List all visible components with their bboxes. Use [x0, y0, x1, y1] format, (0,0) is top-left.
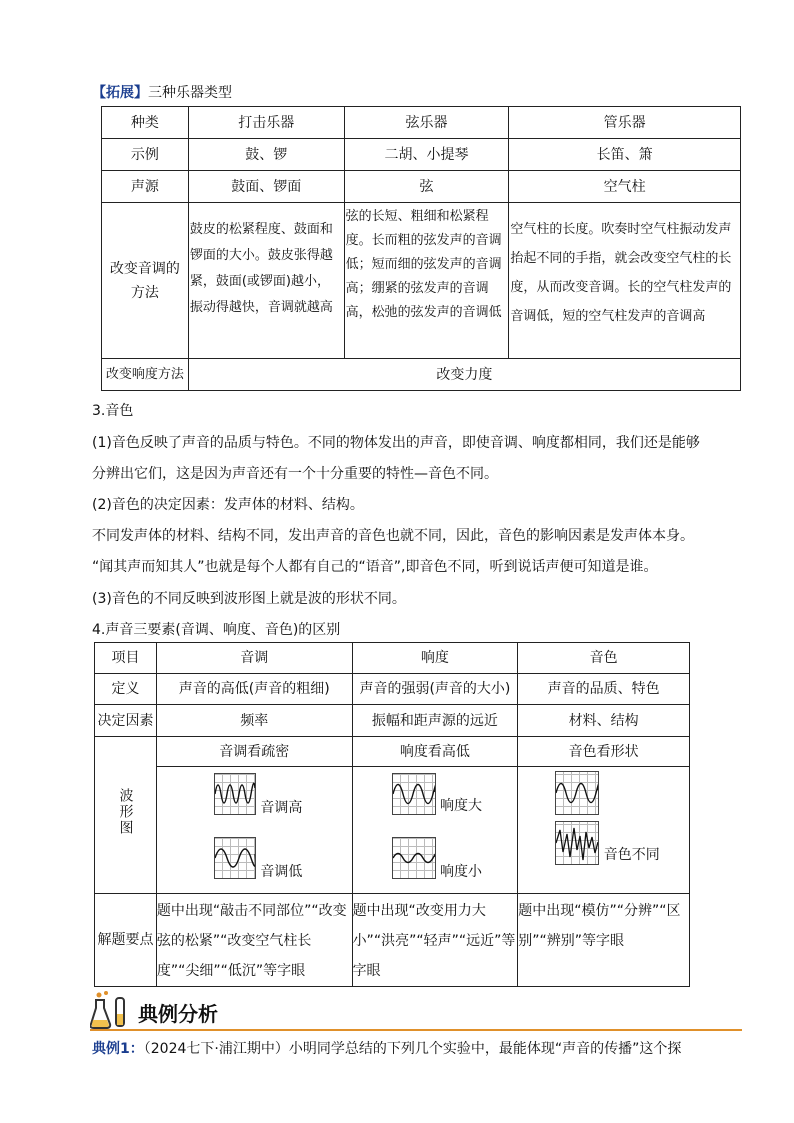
- paragraph-line: “闻其声而知其人”也就是每个人都有自己的“语音”,即音色不同，听到说话声便可知道是谁。: [92, 559, 658, 575]
- section-rule: [90, 1029, 742, 1031]
- section-header: [90, 990, 218, 1034]
- table-cell: 鼓皮的松紧程度、鼓面和锣面的大小。鼓皮张得越紧，鼓面(或锣面)越小，振动得越快，音调就越高: [188, 203, 344, 359]
- three-elements-table: [94, 642, 690, 987]
- extension-title: 三种乐器类型: [148, 85, 232, 101]
- table-row: [95, 737, 690, 767]
- header-cell: 响度: [352, 643, 518, 674]
- table-row: [95, 767, 690, 894]
- table-row: [102, 139, 741, 171]
- pitch-high-label: 音调高: [260, 800, 303, 816]
- table-cell: 题中出现“模仿”“分辨”“区别”“辨别”等字眼: [518, 894, 690, 987]
- row-label: 解题要点: [95, 894, 157, 987]
- table-cell: 频率: [156, 705, 352, 737]
- table-row: [95, 705, 690, 737]
- loud-label: 响度大: [440, 798, 483, 814]
- table-cell: 材料、结构: [518, 705, 690, 737]
- table-cell: 题中出现“敲击不同部位”“改变弦的松紧”“改变空气柱长度”“尖细”“低沉”等字眼: [156, 894, 352, 987]
- soft-wave-icon: [392, 837, 436, 879]
- three-elements-heading: 4.声音三要素(音调、响度、音色)的区别: [92, 622, 341, 638]
- row-label: 声源: [102, 171, 189, 203]
- extension-heading: [92, 82, 232, 102]
- timbre-diff-label: 音色不同: [603, 847, 660, 863]
- row-label: 示例: [102, 139, 189, 171]
- pitch-waveforms: [156, 767, 352, 894]
- sine-wave-icon: [555, 771, 599, 815]
- header-cell: 管乐器: [509, 107, 741, 139]
- table-cell: 鼓面、锣面: [188, 171, 344, 203]
- loud-wave-icon: [392, 773, 436, 815]
- paragraph-line: 不同发声体的材料、结构不同，发出声音的音色也就不同，因此，音色的影响因素是发声体本身。: [92, 528, 694, 544]
- example-text: （2024七下·浦江期中）小明同学总结的下列几个实验中，最能体现“声音的传播”这个探: [143, 1041, 682, 1057]
- paragraph-line: (1)音色反映了声音的品质与特色。不同的物体发出的声音，即使音调、响度都相同，我们还是能够: [92, 435, 700, 451]
- soft-label: 响度小: [440, 864, 483, 880]
- table-cell: 响度看高低: [352, 737, 518, 767]
- paragraph-line: 分辨出它们，这是因为声音还有一个十分重要的特性—音色不同。: [92, 466, 498, 482]
- extension-bracket: 【拓展】: [92, 85, 148, 101]
- instrument-table: [101, 106, 741, 391]
- high-pitch-wave-icon: [214, 773, 256, 815]
- table-cell: 空气柱的长度。吹奏时空气柱振动发声抬起不同的手指，就会改变空气柱的长度，从而改变音调。长的空气柱发声的音调低，短的空气柱发声的音调高: [509, 203, 741, 359]
- pitch-low-label: 音调低: [260, 864, 303, 880]
- table-cell: 声音的品质、特色: [518, 674, 690, 705]
- table-row: [102, 359, 741, 391]
- section-title: 典例分析: [138, 1002, 218, 1026]
- table-cell: 鼓、锣: [188, 139, 344, 171]
- example-label: 典例1：: [92, 1041, 144, 1057]
- table-cell: 声音的高低(声音的粗细): [156, 674, 352, 705]
- header-cell: 音调: [156, 643, 352, 674]
- table-cell: 弦: [344, 171, 509, 203]
- paragraph-line: (2)音色的决定因素：发声体的材料、结构。: [92, 497, 364, 513]
- timbre-heading: 3.音色: [92, 403, 134, 419]
- table-cell: 空气柱: [509, 171, 741, 203]
- paragraph-line: (3)音色的不同反映到波形图上就是波的形状不同。: [92, 591, 406, 607]
- example-1: [92, 1038, 681, 1058]
- loudness-waveforms: [352, 767, 518, 894]
- table-row: [95, 894, 690, 987]
- header-cell: 音色: [518, 643, 690, 674]
- flask-icon: [90, 990, 134, 1030]
- table-cell: 音调看疏密: [156, 737, 352, 767]
- table-cell: 振幅和距声源的远近: [352, 705, 518, 737]
- table-row: [102, 203, 741, 359]
- row-label: [95, 737, 157, 894]
- table-cell: 题中出现“改变用力大小”“洪亮”“轻声”“远近”等字眼: [352, 894, 518, 987]
- table-row: [95, 674, 690, 705]
- header-cell: 弦乐器: [344, 107, 509, 139]
- waveform-label: 波形图: [117, 788, 134, 836]
- header-cell: 种类: [102, 107, 189, 139]
- table-cell: 声音的强弱(声音的大小): [352, 674, 518, 705]
- table-header-row: [102, 107, 741, 139]
- irregular-wave-icon: [555, 821, 599, 865]
- table-cell: 长笛、箫: [509, 139, 741, 171]
- low-pitch-wave-icon: [214, 837, 256, 879]
- row-label: 决定因素: [95, 705, 157, 737]
- table-row: [102, 171, 741, 203]
- table-cell: 改变力度: [188, 359, 740, 391]
- table-cell: 音色看形状: [518, 737, 690, 767]
- row-label: 改变音调的方法: [102, 203, 189, 359]
- header-cell: 项目: [95, 643, 157, 674]
- table-cell: 弦的长短、粗细和松紧程度。长而粗的弦发声的音调低；短而细的弦发声的音调高；绷紧的弦发声的音调高，松弛的弦发声的音调低: [344, 203, 509, 359]
- header-cell: 打击乐器: [188, 107, 344, 139]
- row-label: 定义: [95, 674, 157, 705]
- row-label: 改变响度方法: [102, 359, 189, 391]
- table-header-row: [95, 643, 690, 674]
- table-cell: 二胡、小提琴: [344, 139, 509, 171]
- timbre-waveforms: [518, 767, 690, 894]
